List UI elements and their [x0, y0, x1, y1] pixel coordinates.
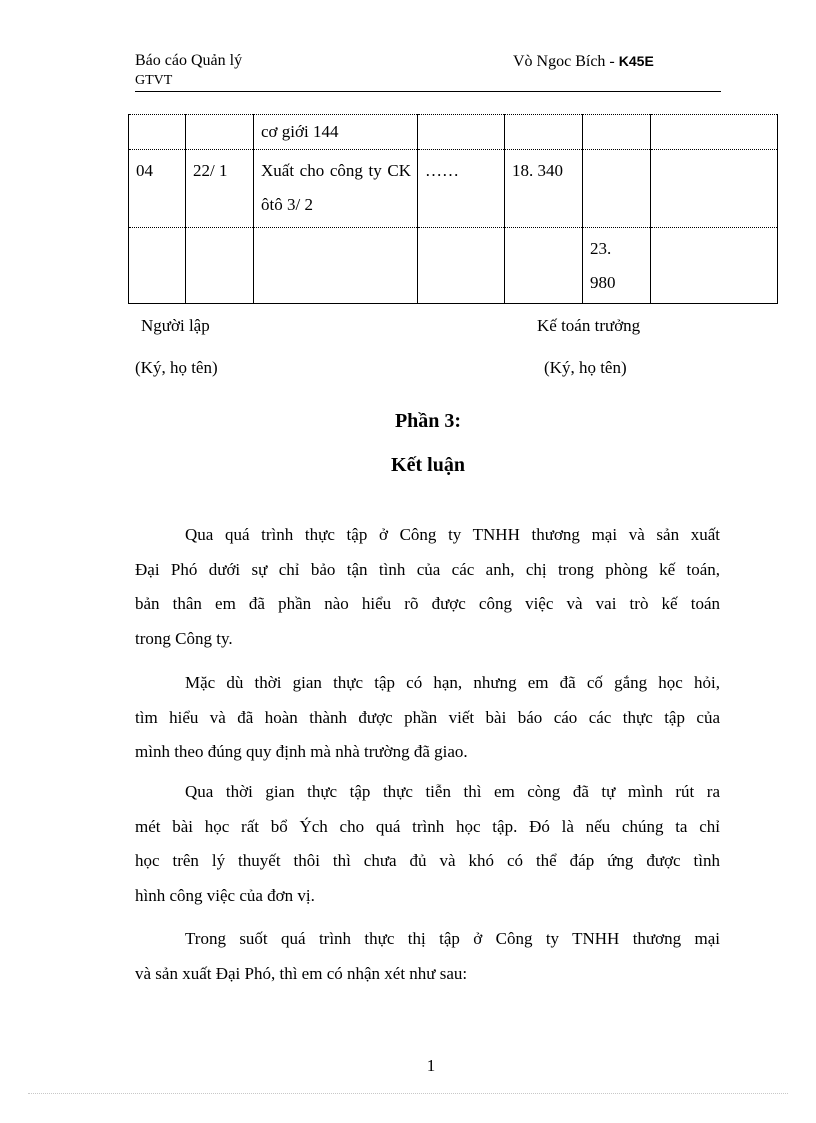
text-line: Mặc dù thời gian thực tập có hạn, nhưng em đã cố gắng học hỏi,: [185, 673, 720, 692]
text-line: bản thân em đã phần nào hiểu rõ được công việc và vai trò kế toán: [135, 594, 720, 613]
author-name: Vò Ngoc Bích -: [513, 53, 619, 70]
header-author: [513, 52, 654, 71]
table-cell: [254, 228, 418, 304]
text-line: Qua quá trình thực tập ở Công ty TNHH thương mại và sản xuất: [185, 525, 720, 544]
text-line: Đại Phó dưới sự chỉ bảo tận tình của các anh, chị trong phòng kế toán,: [135, 559, 720, 579]
paragraph-1: [135, 518, 720, 656]
text-line: và sản xuất Đại Phó, thì em có nhận xét như sau:: [135, 963, 468, 983]
table-cell: [186, 115, 254, 150]
text-line: trong Công ty.: [135, 628, 233, 648]
table-cell: [418, 115, 505, 150]
table-cell: [651, 228, 778, 304]
paragraph-3: [135, 775, 720, 913]
text-line: Qua thời gian thực tập thực tiễn thì em còng đã tự mình rút ra: [185, 782, 720, 801]
author-class-code: K45E: [618, 53, 654, 69]
text-line: mình theo đúng quy định mà nhà trường đã giao.: [135, 742, 468, 761]
table-cell: [186, 228, 254, 304]
table-cell: 04: [129, 150, 186, 228]
table-cell: [505, 115, 583, 150]
table-row: [129, 228, 778, 304]
text-line: tìm hiểu và đã hoàn thành được phần viết bài báo cáo các thực tập của: [135, 707, 720, 727]
signature-accountant-note: (Ký, họ tên): [544, 358, 627, 377]
table-cell: 18. 340: [505, 150, 583, 228]
table-cell: cơ giới 144: [254, 115, 418, 150]
table-cell: 22/ 1: [186, 150, 254, 228]
table-cell: [651, 115, 778, 150]
signature-accountant-title: Kế toán trưởng: [537, 316, 641, 335]
table-cell: [129, 115, 186, 150]
page-number: 1: [426, 1056, 436, 1075]
table-cell: [505, 228, 583, 304]
table-cell: [418, 228, 505, 304]
table-cell: [583, 150, 651, 228]
page-bottom-rule: [28, 1093, 788, 1094]
table-cell: ……: [418, 150, 505, 228]
paragraph-2: [135, 666, 720, 770]
header-subtitle: GTVT: [135, 73, 173, 88]
paragraph-4: [135, 922, 720, 991]
ledger-table: [128, 114, 778, 304]
signature-preparer-note: (Ký, họ tên): [135, 358, 218, 377]
text-line: Trong suốt quá trình thực thị tập ở Công ty TNHH thương mại: [185, 929, 720, 948]
table-cell: [129, 228, 186, 304]
section-title: Kết luận: [391, 454, 465, 476]
text-line: học trên lý thuyết thôi thì chưa đủ và khó có thể đáp ứng được tình: [135, 851, 720, 870]
table-cell: 23. 980: [583, 228, 651, 304]
table-cell: [583, 115, 651, 150]
section-part-heading: Phần 3:: [394, 410, 462, 432]
table-row: [129, 150, 778, 228]
table-row: [129, 115, 778, 150]
signature-preparer-title: Người lập: [141, 316, 210, 335]
table-cell: [651, 150, 778, 228]
text-line: hình công việc của đơn vị.: [135, 885, 315, 905]
table-cell: Xuất cho công ty CK ôtô 3/ 2: [254, 150, 418, 228]
header-rule: [135, 91, 721, 92]
header-title: Báo cáo Quản lý: [135, 52, 243, 69]
text-line: mét bài học rất bổ Ých cho quá trình học tập. Đó là nếu chúng ta chỉ: [135, 816, 720, 836]
